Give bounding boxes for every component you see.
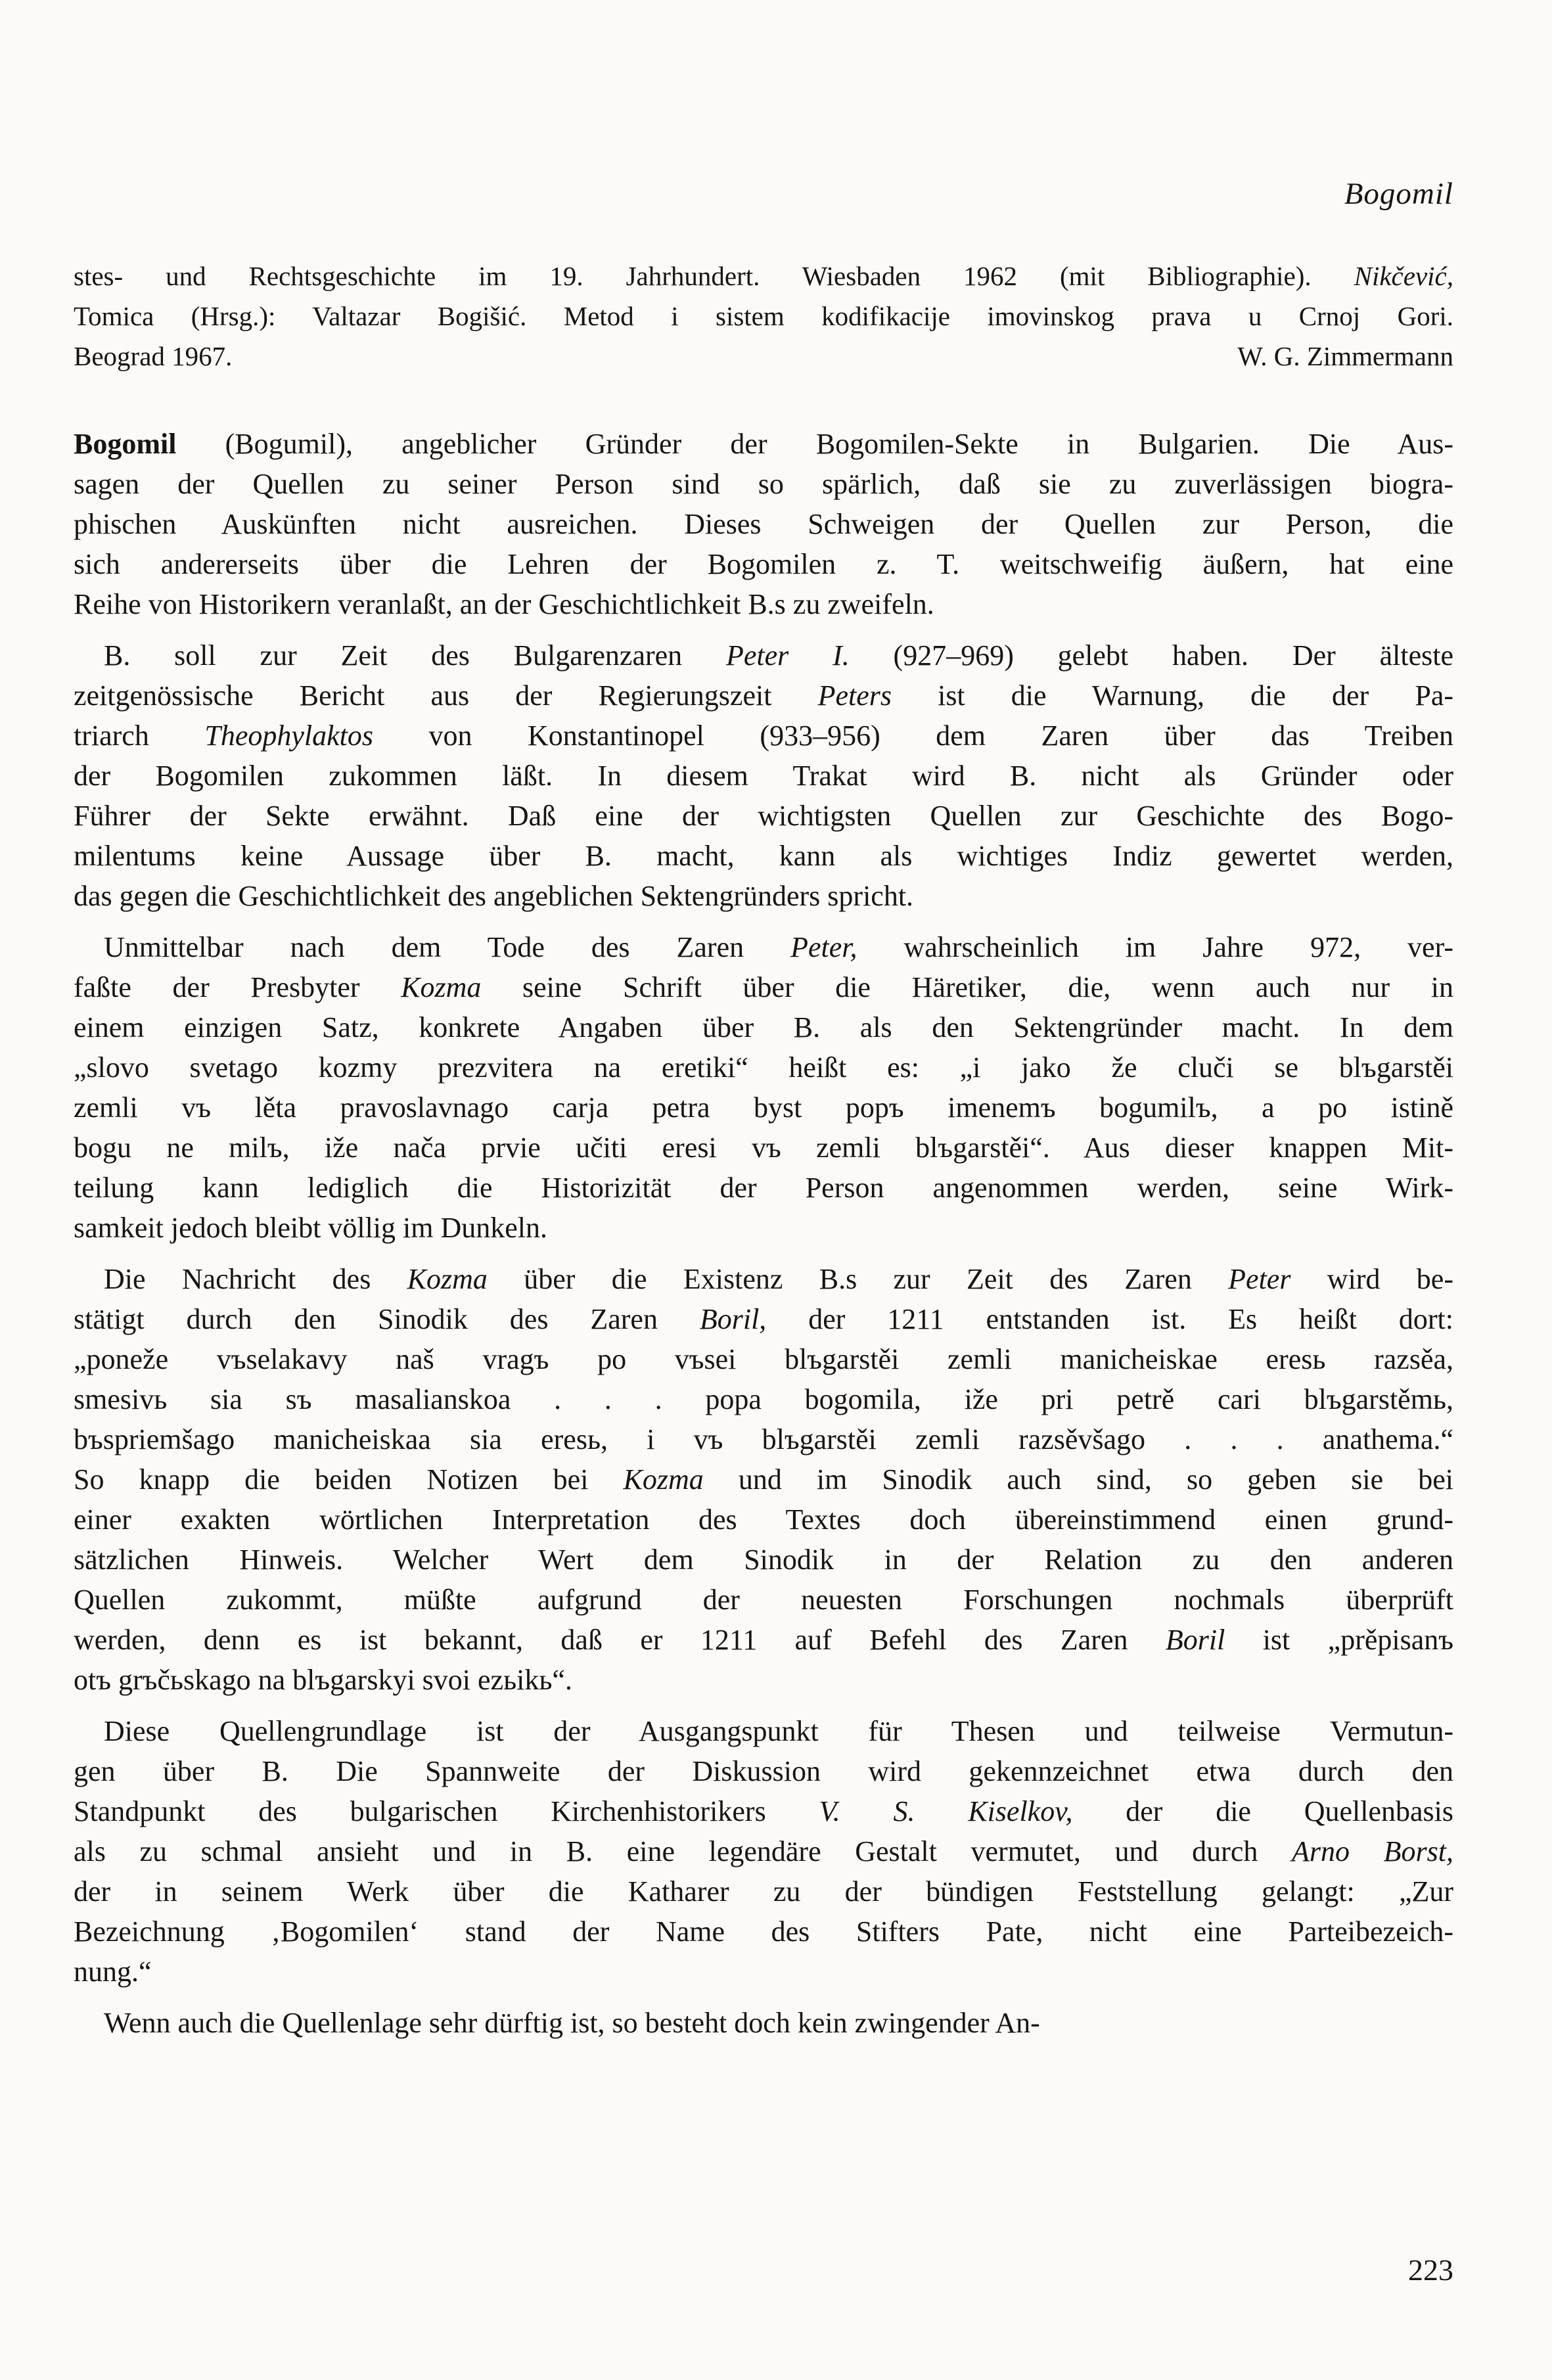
text-run: triarch: [74, 720, 205, 752]
page-number: 223: [1408, 2253, 1453, 2287]
text-line: [74, 796, 1453, 836]
text-line: [74, 1459, 1453, 1499]
text-run: wahrscheinlich im Jahre 972, ver-: [857, 931, 1454, 963]
proper-name-italic: V. S. Kiselkov,: [819, 1795, 1073, 1827]
text-line: [74, 336, 1453, 377]
paragraph: [74, 635, 1453, 916]
text-line: [74, 1168, 1453, 1208]
text-run: smesivь sia sъ masalianskoa . . . popa bogomila, iže pri petrě cari blъgarstěmь,: [74, 1383, 1453, 1415]
proper-name-italic: Peter,: [790, 931, 857, 963]
text-line: [74, 1419, 1453, 1459]
text-line: [74, 635, 1453, 675]
text-run: samkeit jedoch bleibt völlig im Dunkeln.: [74, 1212, 547, 1244]
text-run: „poneže vъselakavy naš vragъ po vъsei blъgarstěi zemli manicheiskae eresь razsěa,: [74, 1343, 1453, 1375]
text-run: Bezeichnung ‚Bogomilen‘ stand der Name des Stifters Pate, nicht eine Parteibezeich-: [74, 1915, 1453, 1948]
text-line: [74, 1620, 1453, 1660]
proper-name-italic: Nikčević,: [1354, 261, 1453, 291]
text-line: [74, 296, 1453, 336]
text-line: [74, 675, 1453, 716]
text-run: Wenn auch die Quellenlage sehr dürftig ist, so besteht doch kein zwingender An-: [104, 2007, 1040, 2039]
proper-name-italic: Kozma: [623, 1463, 704, 1496]
text-line: [74, 584, 1453, 624]
text-line: [74, 1379, 1453, 1419]
text-run: Die Nachricht des: [104, 1263, 407, 1295]
text-run: werden, denn es ist bekannt, daß er 1211 auf Befehl des Zaren: [74, 1624, 1166, 1656]
proper-name-italic: Arno Borst,: [1292, 1835, 1453, 1867]
text-run: und im Sinodik auch sind, so geben sie bei: [703, 1463, 1454, 1496]
proper-name-italic: Kozma: [401, 971, 482, 1003]
paragraph: [74, 2003, 1453, 2043]
paragraph: [74, 1711, 1453, 1992]
text-line: [74, 1128, 1453, 1168]
text-run: bogu ne milъ, iže nača prvie učiti eresi vъ zemli blъgarstěi“. Aus dieser knappen Mit-: [74, 1132, 1453, 1164]
text-run: ist die Warnung, die der Pa-: [891, 679, 1453, 712]
text-run: Quellen zukommt, müßte aufgrund der neuesten Forschungen nochmals überprüft: [74, 1584, 1453, 1616]
text-run: sagen der Quellen zu seiner Person sind so spärlich, daß sie zu zuverlässigen biogra-: [74, 468, 1453, 500]
text-run: ist „prěpisanъ: [1225, 1624, 1453, 1656]
text-line: [74, 1711, 1453, 1751]
text-run: zemli vъ lěta pravoslavnago carja petra byst popъ imenemъ bogumilъ, a po istině: [74, 1091, 1453, 1124]
text-run: seine Schrift über die Häretiker, die, wenn auch nur in: [481, 971, 1453, 1003]
text-run: (Bogumil), angeblicher Gründer der Bogomilen-Sekte in Bulgarien. Die Aus-: [176, 428, 1453, 460]
text-run: Diese Quellengrundlage ist der Ausgangspunkt für Thesen und teilweise Vermutun-: [104, 1715, 1453, 1747]
text-run: sich andererseits über die Lehren der Bogomilen z. T. weitschweifig äußern, hat eine: [74, 548, 1453, 580]
text-run: das gegen die Geschichtlichkeit des angeblichen Sektengründers spricht.: [74, 880, 914, 912]
text-run: (927–969) gelebt haben. Der älteste: [849, 639, 1453, 672]
paragraph: [74, 1259, 1453, 1700]
text-run: Tomica (Hrsg.): Valtazar Bogišić. Metod i sistem kodifikacije imovinskog prava u Crnoj Gori.: [74, 301, 1453, 331]
text-line: [74, 1751, 1453, 1791]
text-line: [74, 424, 1453, 464]
text-line: [74, 836, 1453, 876]
text-line: [74, 1259, 1453, 1299]
text-line: [74, 1871, 1453, 1911]
text-line: [74, 967, 1453, 1007]
text-line: [74, 544, 1453, 584]
proper-name-italic: Peters: [817, 679, 892, 712]
paragraph: [74, 424, 1453, 624]
text-run: gen über B. Die Spannweite der Diskussion wird gekennzeichnet etwa durch den: [74, 1755, 1453, 1787]
proper-name-italic: Kozma: [407, 1263, 488, 1295]
proper-name-italic: Boril,: [699, 1303, 767, 1335]
text-run: B. soll zur Zeit des Bulgarenzaren: [104, 639, 726, 672]
text-line: [74, 1952, 1453, 1992]
text-run: otъ grъčьskago na blъgarskyi svoi ezьikь“.: [74, 1664, 572, 1696]
text-run: bъspriemšago manicheiskaa sia eresь, i vъ blъgarstěi zemli razsěvšago . . . anathema.“: [74, 1423, 1453, 1455]
text-line: [74, 1047, 1453, 1087]
text-line: [74, 756, 1453, 796]
text-run: sätzlichen Hinweis. Welcher Wert dem Sinodik in der Relation zu den anderen: [74, 1544, 1453, 1576]
proper-name-italic: Boril: [1165, 1624, 1225, 1656]
text-line: [74, 256, 1453, 296]
proper-name-italic: Theophylaktos: [204, 720, 373, 752]
text-run: Standpunkt des bulgarischen Kirchenhistorikers: [74, 1795, 819, 1827]
proper-name-italic: Peter: [1228, 1263, 1291, 1295]
text-run: Reihe von Historikern veranlaßt, an der Geschichtlichkeit B.s zu zweifeln.: [74, 588, 934, 620]
text-run: der die Quellenbasis: [1072, 1795, 1453, 1827]
text-run: milentums keine Aussage über B. macht, kann als wichtiges Indiz gewertet werden,: [74, 840, 1453, 872]
text-run: einem einzigen Satz, konkrete Angaben über B. als den Sektengründer macht. In dem: [74, 1011, 1453, 1043]
bibliography-block: [74, 256, 1453, 377]
text-line: [74, 464, 1453, 504]
entry-headword: Bogomil: [74, 428, 177, 460]
running-header: [74, 176, 1453, 212]
text-line: [74, 2003, 1453, 2043]
text-line: [74, 1911, 1453, 1952]
text-line: [74, 1540, 1453, 1580]
text-run: faßte der Presbyter: [74, 971, 401, 1003]
proper-name-italic: Peter I.: [725, 639, 850, 672]
text-run: So knapp die beiden Notizen bei: [74, 1463, 624, 1496]
text-run: wird be-: [1290, 1263, 1453, 1295]
text-line: [74, 1087, 1453, 1128]
text-run: von Konstantinopel (933–956) dem Zaren über das Treiben: [373, 720, 1453, 752]
text-line: [74, 1791, 1453, 1831]
text-line: [74, 504, 1453, 544]
running-header-title: Bogomil: [1344, 177, 1453, 211]
text-line: [74, 1660, 1453, 1700]
text-line: [74, 876, 1453, 916]
text-run: über die Existenz B.s zur Zeit des Zaren: [487, 1263, 1229, 1295]
text-run: teilung kann lediglich die Historizität der Person angenommen werden, seine Wirk-: [74, 1172, 1453, 1204]
text-line: [74, 1299, 1453, 1339]
text-run: als zu schmal ansieht und in B. eine legendäre Gestalt vermutet, und durch: [74, 1835, 1292, 1867]
paragraph: [74, 927, 1453, 1248]
text-run: nung.“: [74, 1956, 152, 1988]
entry-body: [74, 424, 1453, 2054]
text-run: der Bogomilen zukommen läßt. In diesem Trakat wird B. nicht als Gründer oder: [74, 760, 1453, 792]
text-line: [74, 1339, 1453, 1379]
text-line: [74, 1580, 1453, 1620]
text-line: [74, 1499, 1453, 1540]
text-run: der 1211 entstanden ist. Es heißt dort:: [766, 1303, 1454, 1335]
text-line: [74, 716, 1453, 756]
text-run: einer exakten wörtlichen Interpretation des Textes doch übereinstimmend einen grund-: [74, 1503, 1453, 1536]
text-run: stes- und Rechtsgeschichte im 19. Jahrhundert. Wiesbaden 1962 (mit Bibliographie).: [74, 261, 1354, 291]
text-run: stätigt durch den Sinodik des Zaren: [74, 1303, 700, 1335]
text-run: Führer der Sekte erwähnt. Daß eine der wichtigsten Quellen zur Geschichte des Bogo-: [74, 800, 1453, 832]
text-line: [74, 1831, 1453, 1871]
text-run: zeitgenössische Bericht aus der Regierungszeit: [74, 679, 818, 712]
author-signature: W. G. Zimmermann: [1237, 341, 1453, 371]
text-run: der in seinem Werk über die Katharer zu der bündigen Feststellung gelangt: „Zur: [74, 1875, 1453, 1908]
text-run: phischen Auskünften nicht ausreichen. Dieses Schweigen der Quellen zur Person, die: [74, 508, 1453, 540]
biblio-place-date: Beograd 1967.: [74, 341, 233, 371]
text-run: „slovo svetago kozmy prezvitera na eretiki“ heißt es: „i jako že cluči se blъgarstěi: [74, 1051, 1453, 1084]
text-line: [74, 1007, 1453, 1047]
text-line: [74, 1208, 1453, 1248]
text-run: Unmittelbar nach dem Tode des Zaren: [104, 931, 791, 963]
text-line: [74, 927, 1453, 967]
